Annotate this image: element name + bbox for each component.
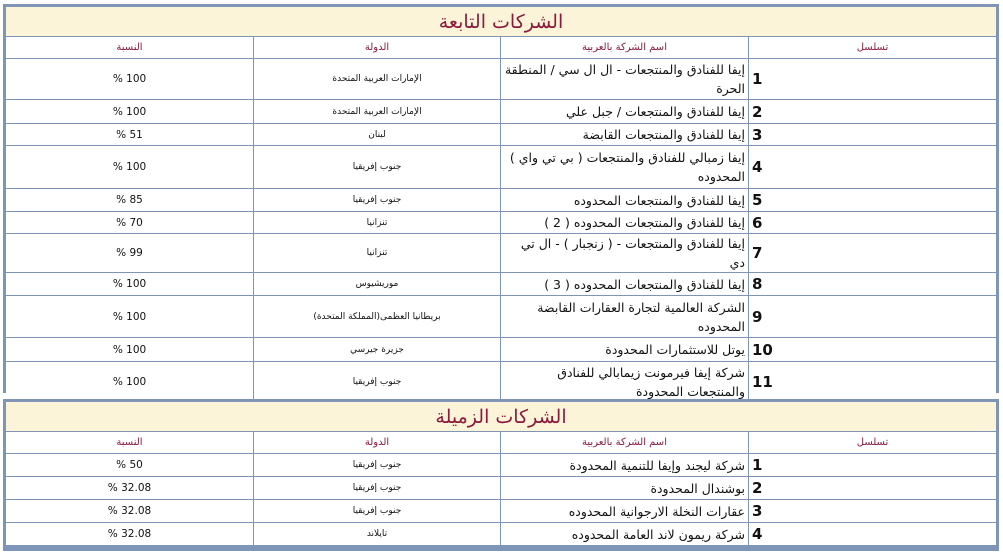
- percent-cell: 50 %: [6, 454, 254, 477]
- company-name-cell: شركة ريمون لاند العامة المحدوده: [501, 523, 749, 546]
- table-row: [6, 523, 996, 546]
- company-name-cell: بوشندال المحدودة: [501, 477, 749, 500]
- country-cell: جزيرة جيرسي: [254, 338, 501, 362]
- serial-cell: 1: [749, 59, 996, 100]
- percent-cell: 99 %: [6, 234, 254, 273]
- percent-cell: 32.08 %: [6, 523, 254, 546]
- company-name-cell: إيفا للفنادق والمنتجعات - ال ال سي / المنطقة الحرة: [501, 59, 749, 100]
- subsidiaries-title: الشركات التابعة: [6, 7, 996, 37]
- table-row: [6, 59, 996, 100]
- table-row: [6, 124, 996, 146]
- header-percent: النسبة: [6, 37, 254, 59]
- percent-cell: 100 %: [6, 338, 254, 362]
- company-name-cell: إيفا للفنادق والمنتجعات / جبل علي: [501, 100, 749, 124]
- company-name-cell: شركة إيفا فيرمونت زيمابالي للفنادق والمنتجعات المحدودة: [501, 362, 749, 403]
- associates-table: [6, 402, 996, 546]
- company-name-cell: شركة ليجند وإيفا للتنمية المحدودة: [501, 454, 749, 477]
- percent-cell: 100 %: [6, 59, 254, 100]
- serial-cell: 10: [749, 338, 996, 362]
- company-name-cell: إيفا للفنادق والمنتجعات المحدوده: [501, 189, 749, 212]
- country-cell: لبنان: [254, 124, 501, 146]
- table-row: [6, 338, 996, 362]
- serial-cell: 3: [749, 500, 996, 523]
- serial-cell: 11: [749, 362, 996, 403]
- table-row: [6, 212, 996, 234]
- table-row: [6, 189, 996, 212]
- serial-cell: 1: [749, 454, 996, 477]
- table-row: [6, 296, 996, 338]
- subsidiaries-header-row: [6, 37, 996, 59]
- percent-cell: 100 %: [6, 273, 254, 296]
- header-name: اسم الشركة بالعربية: [501, 37, 749, 59]
- serial-cell: 4: [749, 523, 996, 546]
- serial-cell: 3: [749, 124, 996, 146]
- table-row: [6, 273, 996, 296]
- country-cell: جنوب إفريقيا: [254, 500, 501, 523]
- serial-cell: 8: [749, 273, 996, 296]
- country-cell: جنوب إفريقيا: [254, 477, 501, 500]
- country-cell: جنوب إفريقيا: [254, 146, 501, 189]
- serial-cell: 2: [749, 477, 996, 500]
- company-name-cell: الشركة العالمية لتجارة العقارات القابضة المحدوده: [501, 296, 749, 338]
- company-name-cell: إيفا للفنادق والمنتجعات المحدوده ( 2 ): [501, 212, 749, 234]
- percent-cell: 100 %: [6, 362, 254, 403]
- subsidiaries-panel: [3, 4, 999, 399]
- country-cell: بريطانيا العظمى(المملكة المتحدة): [254, 296, 501, 338]
- header-serial: تسلسل: [749, 37, 996, 59]
- company-name-cell: عقارات النخلة الارجوانية المحدوده: [501, 500, 749, 523]
- country-cell: الإمارات العربية المتحدة: [254, 100, 501, 124]
- serial-cell: 6: [749, 212, 996, 234]
- table-row: [6, 234, 996, 273]
- country-cell: الإمارات العربية المتحدة: [254, 59, 501, 100]
- percent-cell: 70 %: [6, 212, 254, 234]
- table-row: [6, 100, 996, 124]
- country-cell: تايلاند: [254, 523, 501, 546]
- subsidiaries-table: [6, 7, 996, 403]
- country-cell: تنزانيا: [254, 234, 501, 273]
- table-row: [6, 454, 996, 477]
- header-country: الدولة: [254, 37, 501, 59]
- serial-cell: 2: [749, 100, 996, 124]
- country-cell: جنوب إفريقيا: [254, 454, 501, 477]
- percent-cell: 100 %: [6, 296, 254, 338]
- header-name: اسم الشركة بالعربية: [501, 432, 749, 454]
- percent-cell: 51 %: [6, 124, 254, 146]
- header-serial: تسلسل: [749, 432, 996, 454]
- table-row: [6, 500, 996, 523]
- serial-cell: 7: [749, 234, 996, 273]
- company-name-cell: إيفا للفنادق والمنتجعات المحدوده ( 3 ): [501, 273, 749, 296]
- serial-cell: 4: [749, 146, 996, 189]
- percent-cell: 85 %: [6, 189, 254, 212]
- percent-cell: 100 %: [6, 100, 254, 124]
- table-row: [6, 146, 996, 189]
- percent-cell: 32.08 %: [6, 500, 254, 523]
- country-cell: موريشيوس: [254, 273, 501, 296]
- country-cell: جنوب إفريقيا: [254, 362, 501, 403]
- serial-cell: 9: [749, 296, 996, 338]
- header-percent: النسبة: [6, 432, 254, 454]
- company-name-cell: إيفا للفنادق والمنتجعات القابضة: [501, 124, 749, 146]
- associates-header-row: [6, 432, 996, 454]
- country-cell: جنوب إفريقيا: [254, 189, 501, 212]
- associates-title: الشركات الزميلة: [6, 402, 996, 432]
- company-name-cell: إيفا زمبالي للفنادق والمنتجعات ( بي تي واي ) المحدوده: [501, 146, 749, 189]
- country-cell: تنزانيا: [254, 212, 501, 234]
- header-country: الدولة: [254, 432, 501, 454]
- percent-cell: 32.08 %: [6, 477, 254, 500]
- table-row: [6, 362, 996, 403]
- serial-cell: 5: [749, 189, 996, 212]
- associates-panel: [3, 399, 999, 551]
- company-name-cell: إيفا للفنادق والمنتجعات - ( زنجبار ) - ال تي دي: [501, 234, 749, 273]
- company-name-cell: يوتل للاستثمارات المحدودة: [501, 338, 749, 362]
- percent-cell: 100 %: [6, 146, 254, 189]
- table-row: [6, 477, 996, 500]
